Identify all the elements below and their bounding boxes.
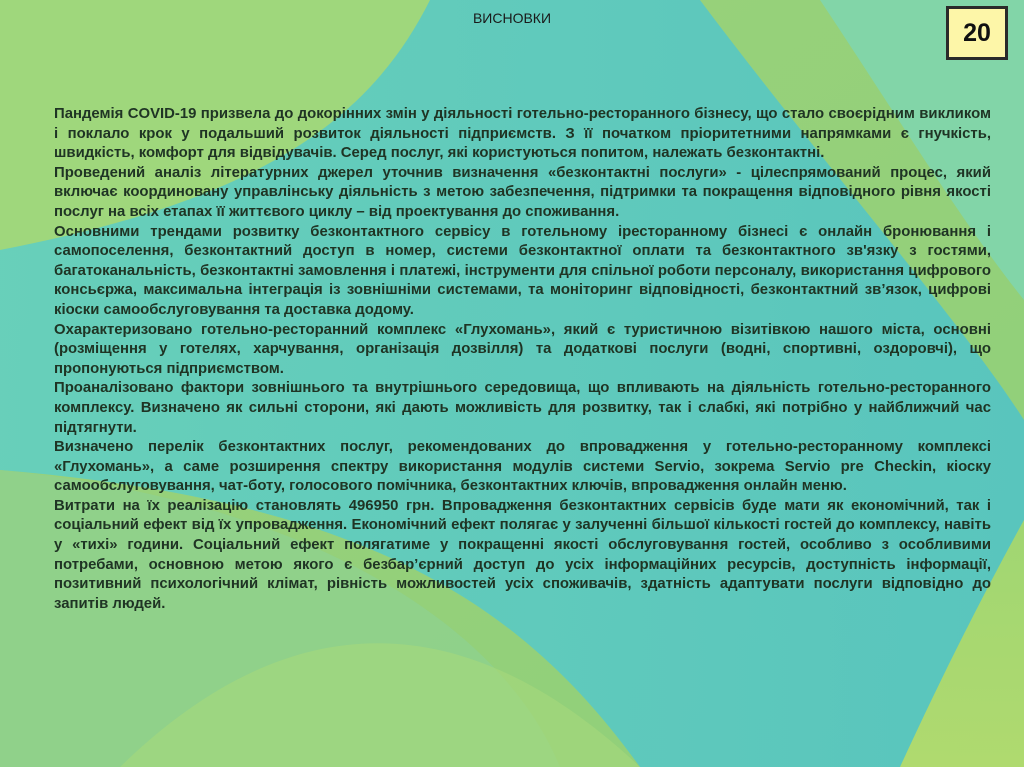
paragraph: Охарактеризовано готельно-ресторанний комплекс «Глухомань», який є туристичною візитівкою нашого міста, основні (розміщення у готелях, харчування, організація дозвілля) та додаткові послуги (водні, спортивні, оздоровчі), що пропонуються підприємством. (54, 321, 991, 377)
paragraph: Проведений аналіз літературних джерел уточнив визначення «безконтактні послуги» - цілеспрямований процес, який включає координовану управлінську діяльність з метою забезпечення, підтримки та покращення відповідного рівня якості послуг на всіх етапах її життєвого циклу – від проектування до споживання. (54, 164, 991, 220)
paragraph: Проаналізовано фактори зовнішнього та внутрішнього середовища, що впливають на діяльність готельно-ресторанного комплексу. Визначено як сильні сторони, які дають можливість для розвитку, так і слабкі, які потрібно у найближчий час підтягнути. (54, 380, 991, 436)
page-number: 20 (963, 18, 991, 47)
paragraph: Основними трендами розвитку безконтактного сервісу в готельному іресторанному бізнесі є онлайн бронювання і самопоселення, безконтактний доступ в номер, системи безконтактної оплати та безконтактного зв'язку з гостями, багатоканальність, безконтактні замовлення і платежі, інструменти для спільної роботи персоналу, використання цифрового консьєржа, максимальна інтеграція із зовнішніми системами, та моніторинг відповідності, безконтактний зв’язок, цифрові кіоски самообслуговування та доставка додому. (54, 223, 991, 318)
paragraph: Визначено перелік безконтактних послуг, рекомендованих до впровадження у готельно-ресторанному комплексі «Глухомань», а саме розширення спектру використання модулів системи Servio, зокрема Servio pre Checkin, кіоску самообслуговування, чат-боту, голосового помічника, безконтактних ключів, впровадження онлайн меню. (54, 439, 991, 495)
paragraph: Пандемія COVID-19 призвела до докорінних змін у діяльності готельно-ресторанного бізнесу, що стало своєрідним викликом і поклало крок у подальший розвиток діяльності підприємств. З її початком пріоритетними напрямками є гнучкість, швидкість, комфорт для відвідувачів. Серед послуг, які користуються попитом, належать безконтактні. (54, 106, 991, 162)
slide-title: ВИСНОВКИ (472, 10, 552, 26)
page-number-badge (946, 6, 1008, 60)
conclusions-text (54, 105, 991, 614)
paragraph: Витрати на їх реалізацію становлять 496950 грн. Впровадження безконтактних сервісів буде мати як економічний, так і соціальний ефект від їх упровадження. Економічний ефект полягає у залученні більшої кількості гостей до комплексу, навіть у «тихі» години. Соціальний ефект полягатиме у покращенні якості обслуговування гостей, особливо з особливими потребами, основною метою якого є безбар’єрний доступ до усіх інформаційних ресурсів, доступність інформації, позитивний психологічний клімат, рівність можливостей усіх споживачів, здатність адаптувати послуги відповідно до запитів людей. (54, 497, 991, 612)
